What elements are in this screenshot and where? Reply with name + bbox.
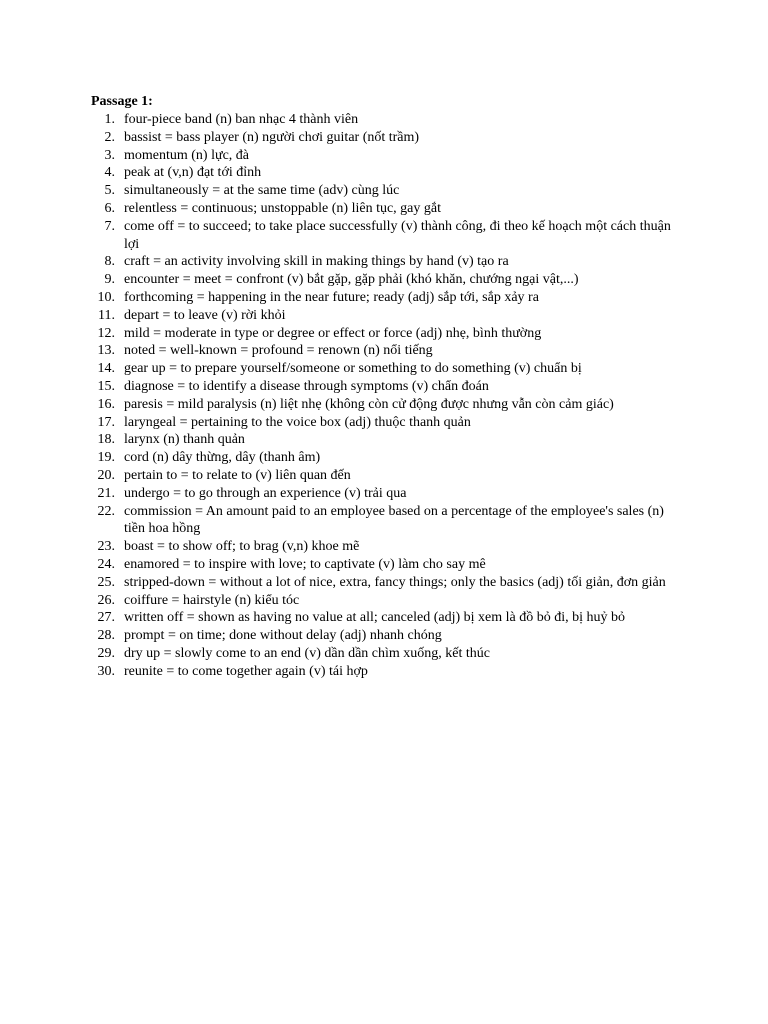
list-item [91,200,691,218]
list-item-text: diagnose = to identify a disease through symptoms (v) chẩn đoán [124,378,489,394]
list-item-number: 23. [97,539,115,555]
list-item-text: come off = to succeed; to take place successfully (v) thành công, đi theo kế hoạch một cách thuận lợi [124,218,671,252]
list-item [91,378,691,396]
list-item [91,627,691,645]
list-item-text: boast = to show off; to brag (v,n) khoe mẽ [124,539,360,555]
list-item-number: 3. [104,147,115,163]
list-item-text: undergo = to go through an experience (v) trải qua [124,485,407,501]
list-item-number: 20. [97,467,115,483]
list-item-number: 26. [97,592,115,608]
list-item-number: 28. [97,628,115,644]
passage-heading: Passage 1: [91,94,153,109]
list-item-number: 25. [97,574,115,590]
list-item-number: 5. [104,183,115,199]
list-item-number: 13. [97,343,115,359]
list-item-number: 9. [104,272,115,288]
list-item-number: 30. [97,663,115,679]
list-item [91,271,691,289]
list-item [91,396,691,414]
list-item-text: relentless = continuous; unstoppable (n) liên tục, gay gắt [124,200,441,216]
list-item-text: pertain to = to relate to (v) liên quan đến [124,467,351,483]
list-item-text: reunite = to come together again (v) tái hợp [124,663,368,679]
list-item [91,111,691,129]
list-item-text: simultaneously = at the same time (adv) cùng lúc [124,183,400,199]
list-item [91,218,691,254]
list-item [91,307,691,325]
list-item [91,645,691,663]
list-item-number: 19. [97,450,115,466]
list-item-number: 4. [104,165,115,181]
list-item [91,414,691,432]
list-item-text: paresis = mild paralysis (n) liệt nhẹ (không còn cử động được nhưng vẫn còn cảm giác) [124,396,614,412]
list-item-number: 21. [97,485,115,501]
list-item-text: cord (n) dây thừng, dây (thanh âm) [124,450,321,466]
list-item-text: written off = shown as having no value at all; canceled (adj) bị xem là đồ bỏ đi, bị huỷ bỏ [124,610,626,626]
list-item-number: 11. [98,307,115,323]
list-item-text: dry up = slowly come to an end (v) dần dần chìm xuống, kết thúc [124,645,490,661]
list-item-text: commission = An amount paid to an employee based on a percentage of the employee's sales (n) tiền hoa hồng [124,503,664,537]
list-item-text: laryngeal = pertaining to the voice box (adj) thuộc thanh quản [124,414,471,430]
list-item-text: bassist = bass player (n) người chơi guitar (nốt trầm) [124,129,420,145]
list-item-number: 16. [97,396,115,412]
list-item [91,556,691,574]
list-item [91,538,691,556]
list-item-text: noted = well-known = profound = renown (n) nổi tiếng [124,343,433,359]
list-item-number: 7. [104,218,115,234]
document-content [91,93,691,681]
list-item [91,342,691,360]
list-item-text: encounter = meet = confront (v) bắt gặp, gặp phải (khó khăn, chướng ngại vật,...) [124,272,579,288]
list-item [91,129,691,147]
list-item-text: prompt = on time; done without delay (adj) nhanh chóng [124,628,442,644]
list-item [91,360,691,378]
list-item [91,663,691,681]
list-item [91,467,691,485]
list-item [91,431,691,449]
list-item [91,503,691,539]
list-item [91,164,691,182]
list-item-text: momentum (n) lực, đà [124,147,250,163]
vocabulary-list [91,111,691,681]
list-item-text: coiffure = hairstyle (n) kiểu tóc [124,592,300,608]
list-item [91,592,691,610]
list-item-number: 18. [97,432,115,448]
list-item-number: 2. [104,129,115,145]
list-item [91,147,691,165]
list-item-text: gear up = to prepare yourself/someone or something to do something (v) chuẩn bị [124,361,582,377]
list-item [91,325,691,343]
list-item [91,609,691,627]
list-item-text: craft = an activity involving skill in making things by hand (v) tạo ra [124,254,509,270]
list-item-number: 27. [97,610,115,626]
list-item-text: enamored = to inspire with love; to captivate (v) làm cho say mê [124,556,486,572]
list-item-number: 1. [104,112,115,127]
list-item-number: 6. [104,200,115,216]
list-item-number: 8. [104,254,115,270]
list-item-number: 24. [97,556,115,572]
list-item-text: depart = to leave (v) rời khỏi [124,307,286,323]
list-item [91,182,691,200]
list-item [91,574,691,592]
list-item-number: 10. [97,289,115,305]
list-item-number: 29. [97,645,115,661]
list-item-text: larynx (n) thanh quản [124,432,245,448]
list-item-number: 17. [97,414,115,430]
list-item-number: 14. [97,361,115,377]
list-item-number: 22. [97,503,115,519]
list-item-number: 12. [97,325,115,341]
list-item-text: peak at (v,n) đạt tới đỉnh [124,165,262,181]
list-item-text: stripped-down = without a lot of nice, extra, fancy things; only the basics (adj) tối giản, đơn giản [124,574,666,590]
list-item-number: 15. [97,378,115,394]
list-item-text: forthcoming = happening in the near future; ready (adj) sắp tới, sắp xảy ra [124,289,539,305]
list-item-text: mild = moderate in type or degree or effect or force (adj) nhẹ, bình thường [124,325,542,341]
list-item [91,253,691,271]
list-item [91,289,691,307]
list-item-text: four-piece band (n) ban nhạc 4 thành viên [124,112,359,127]
list-item [91,485,691,503]
list-item [91,449,691,467]
